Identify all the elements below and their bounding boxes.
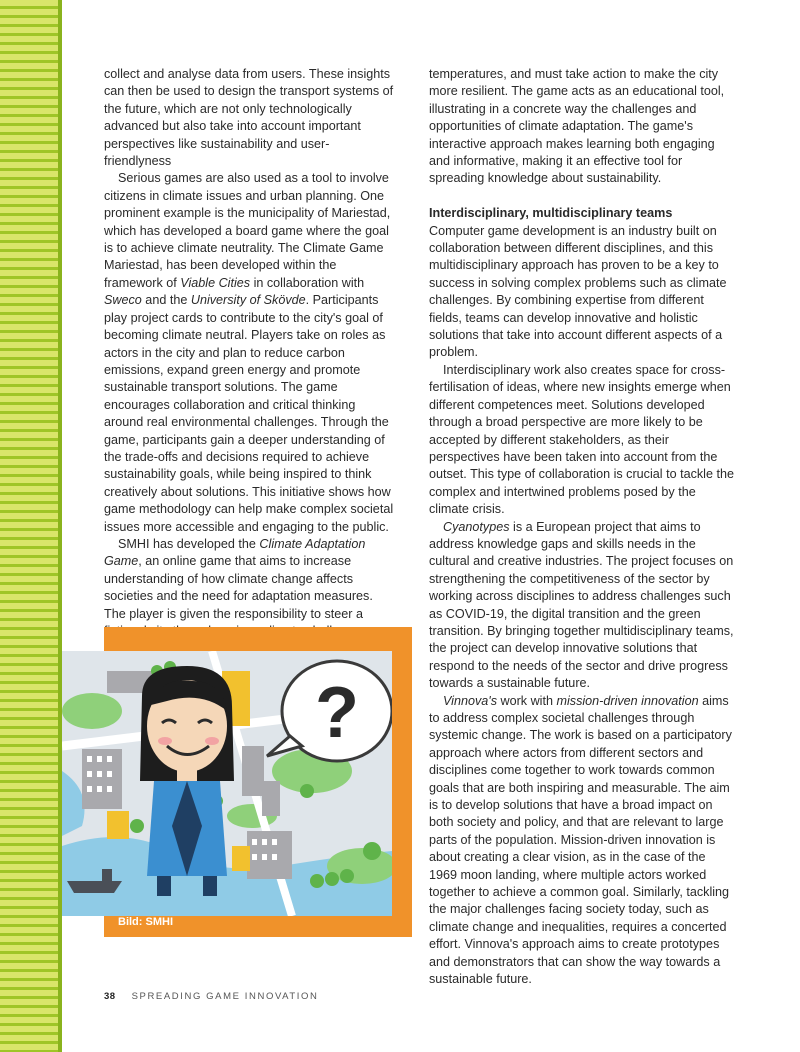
section-heading: Interdisciplinary, multidisciplinary teams	[429, 206, 673, 221]
right-column	[429, 66, 737, 989]
paragraph: Cyanotypes is a European project that aims to address knowledge gaps and skills needs in the cultural and creative industries. The project focuses on strengthening the competitiveness of the sector by working across disciplines to address challenges such as COVID-19, the digital transition and the green transition. By bringing together multidisciplinary teams, the project can develop innovative solutions that respond to the needs of the sector and drive progress towards a sustainable future.	[429, 519, 734, 691]
paragraph: SMHI has developed the Climate Adaptation Game, an online game that aims to increase understanding of how climate change affects societies and the need for adaptation measures. The player is given the responsibility to steer a	[104, 536, 373, 621]
paragraph: temperatures, and must take action to make the city more resilient. The game acts as an educational tool, illustrating in a concrete way the challenges and opportunities of climate adaptation. The game's interactive approach makes learning both engaging and informative, making it an effective tool for spreading knowledge about sustainability.	[429, 67, 725, 186]
climate-game-illustration	[62, 651, 392, 916]
running-title: SPREADING GAME INNOVATION	[131, 991, 319, 1002]
image-credit: Bild: SMHI	[118, 916, 173, 928]
paragraph: Vinnova's work with mission-driven innovation aims to address complex societal challenges through systemic change. The work is based on a participatory approach where actors from different sectors and disciplines come together to work towards common goals that are both inspiring and measurable. The aim is to develop solutions that have a broad impact on both society and policy, and that are relevant to large parts of the population. Mission-driven innovation is about creating a clear vision, as in the case of the 1969 moon landing, where multiple actors worked together to achieve a common goal. Similarly, tackling the major challenges facing society today, such as climate change and inequalities, requires a concerted effort. Vinnova's approach aims to create prototypes and demonstrators that can show the way towards a sustainable future.	[429, 693, 732, 987]
left-column	[104, 66, 394, 658]
paragraph: Computer game development is an industry built on collaboration between different disciplines, and this multidisciplinary approach has proven to be a key to success in solving complex problems such as climate challenges. By combining expertise from different fields, teams can develop innovative and holistic solutions that take into account different aspects of a problem.	[429, 223, 727, 360]
page-number: 38	[104, 991, 116, 1002]
page-footer	[104, 991, 319, 1002]
paragraph: Interdisciplinary work also creates space for cross-fertilisation of ideas, where new insights emerge when different competences meet. Solutions developed through a broad perspective are more likely to be accepted by different stakeholders, as their perspectives have been taken into account from the outset. This type of collaboration is crucial to tackle the complex and intertwined problems posed by the climate crisis.	[429, 362, 734, 517]
decorative-stripe-bar	[0, 0, 58, 1052]
paragraph: collect and analyse data from users. These insights can then be used to design the transport systems of the future, which are not only technologically advanced but also take into account important perspectives like sustainability and user-friendlyness	[104, 67, 394, 169]
speech-mark: ?	[315, 673, 359, 753]
city-illustration-svg	[62, 651, 392, 916]
paragraph: Serious games are also used as a tool to involve citizens in climate issues and urban planning. One prominent example is the municipality of Mariestad, which has developed a board game where the goal is to achieve climate neutrality. The Climate Game Mariestad, has been developed within the framework of Viable Cities in collaboration with Sweco and the University of Skövde. Participants play project cards to contribute to the city's goal of becoming climate neutral. Players take on roles as actors in the city and plan to reduce carbon emissions, expand green energy and promote sustainable transport solutions. The game encourages collaboration and critical thinking around real environmental challenges. Through the game, participants gain a deeper understanding of the trade-offs and decisions required to achieve sustainability goals, while being inspired to think creatively about solutions. This initiative shows how game methodology can help make complex societal issues more accessible and engaging to the public.	[104, 171, 394, 534]
